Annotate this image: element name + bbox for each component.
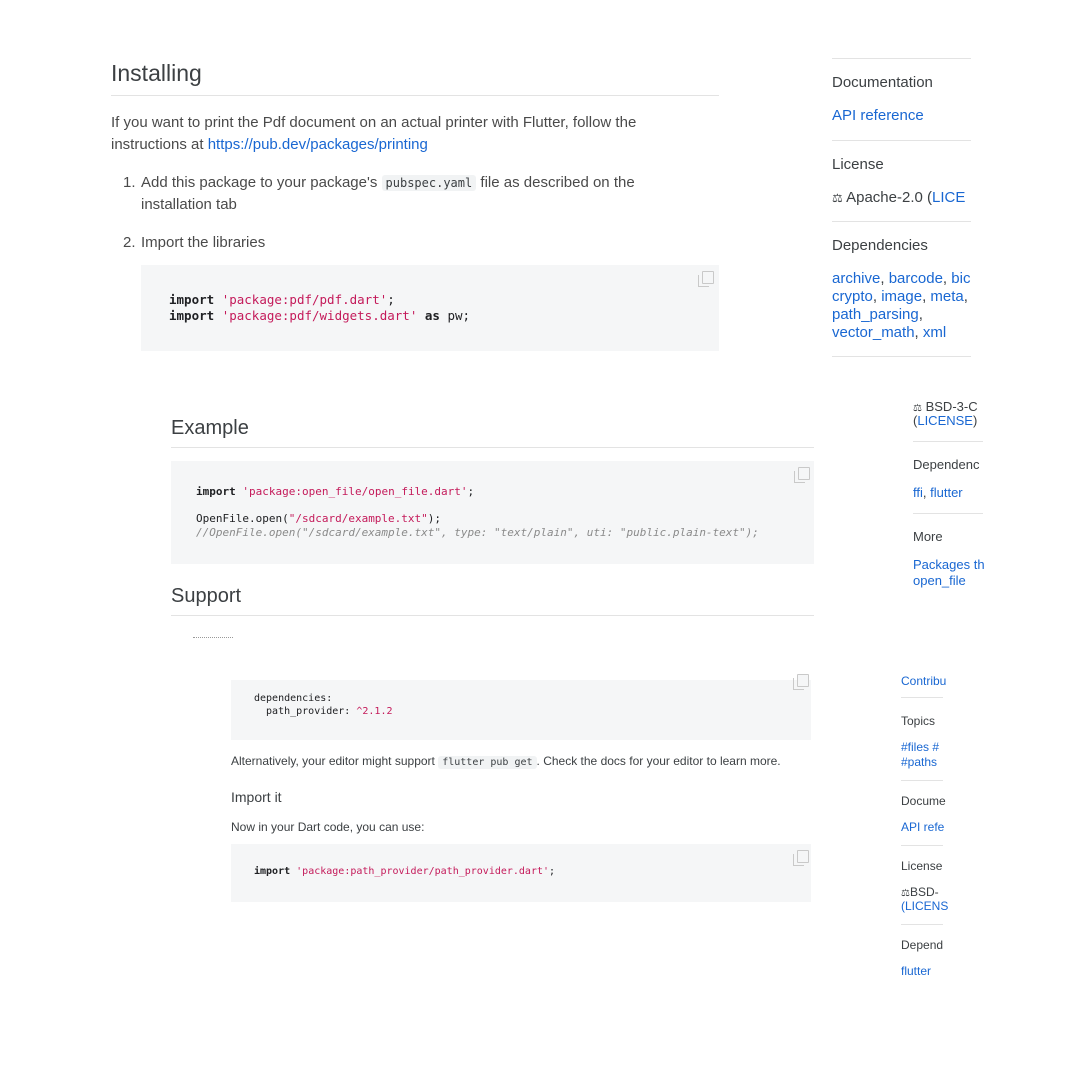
step-number-1: 1. [123, 174, 136, 191]
code-string: 'package:pdf/pdf.dart' [221, 292, 388, 307]
code-punct: ; [387, 292, 395, 307]
import-paragraph: Now in your Dart code, you can use: [231, 820, 425, 834]
intro-text: If you want to print the Pdf document on an actual printer with Flutter, follow the instructions at [111, 114, 637, 153]
dependency-line: vector_math, xml [832, 324, 947, 341]
path-provider-package-panel [0, 650, 1080, 980]
license-title: License [901, 859, 943, 873]
dependency-links: ffi, flutter [913, 485, 963, 500]
license-text: BSD-3-C [925, 399, 978, 414]
cut-off-text [193, 637, 233, 640]
license-text: Apache-2.0 ( [846, 189, 932, 206]
step1-suffix: file as described on the installation tab [141, 174, 635, 213]
copy-icon[interactable] [798, 467, 810, 480]
dependency-line: crypto, image, meta, [832, 288, 968, 305]
balance-scale-icon: ⚖ [913, 403, 922, 414]
dependency-line: archive, barcode, bic [832, 270, 971, 287]
heading-divider [111, 95, 719, 96]
dependency-links [832, 270, 970, 342]
code-keyword: import [169, 292, 215, 307]
contributing-link[interactable]: Contribu [901, 674, 947, 688]
installing-heading: Installing [111, 60, 202, 86]
alternative-paragraph [231, 754, 781, 768]
pubspec-inline-code: pubspec.yaml [382, 175, 477, 191]
step1-prefix: Add this package to your package's [141, 174, 378, 191]
sidebar-divider [913, 513, 983, 514]
sidebar [901, 672, 949, 978]
topic-links-line2[interactable]: #paths [901, 755, 938, 769]
balance-scale-icon: ⚖ [901, 888, 910, 899]
pubspec-code-block [231, 680, 811, 740]
pdf-package-panel [0, 0, 1080, 385]
documentation-title: Documentation [832, 74, 933, 91]
code-punct: ; [549, 866, 556, 877]
code-content [254, 693, 392, 718]
balance-scale-icon: ⚖ [832, 191, 843, 205]
similar-packages-link-line2[interactable]: open_file [913, 573, 966, 588]
open-file-package-panel [0, 385, 1080, 650]
code-punct: ); [427, 512, 442, 525]
example-code-block [171, 461, 814, 564]
dependency-line: path_parsing, [832, 306, 923, 323]
code-keyword: import [169, 308, 215, 323]
import-code-block [141, 265, 719, 351]
flutter-pub-get-inline-code: flutter pub get [438, 756, 536, 769]
sidebar-divider [901, 924, 943, 925]
dependency-link[interactable]: bic [951, 270, 971, 287]
dependencies-title: Dependenc [913, 457, 980, 472]
sidebar-divider [913, 441, 983, 442]
sidebar-divider [901, 845, 943, 846]
license-link[interactable]: LICE [932, 189, 966, 206]
code-keyword: import [254, 866, 291, 877]
code-comment: //OpenFile.open("/sdcard/example.txt", type: "text/plain", uti: "public.plain-text"); [196, 525, 759, 539]
step-2: Import the libraries [141, 234, 266, 251]
code-text: OpenFile.open( [196, 512, 289, 525]
code-string: "/sdcard/example.txt" [288, 512, 428, 525]
more-title: More [913, 529, 943, 544]
support-heading: Support [171, 585, 242, 607]
alt-text-prefix: Alternatively, your editor might support [231, 754, 435, 768]
code-content [169, 292, 470, 324]
sidebar-divider [901, 697, 943, 698]
sidebar [913, 395, 983, 595]
sidebar-divider [832, 356, 971, 357]
step-number-2: 2. [123, 234, 136, 251]
dependency-link[interactable]: xml [922, 324, 947, 341]
sidebar [832, 40, 971, 370]
code-string: 'package:pdf/widgets.dart' [221, 308, 418, 323]
dependency-link[interactable]: image [881, 288, 923, 305]
dependencies-title: Depend [901, 938, 944, 952]
dependency-link[interactable]: path_parsing [832, 306, 919, 323]
step-1 [141, 172, 701, 216]
code-content [196, 485, 759, 539]
code-punct: ; [467, 485, 475, 498]
printing-package-link[interactable]: https://pub.dev/packages/printing [207, 136, 428, 153]
code-text: dependencies: [254, 693, 333, 704]
topics-title: Topics [901, 714, 936, 728]
code-string: ^2.1.2 [356, 705, 393, 717]
license-row [832, 189, 965, 206]
similar-packages-link[interactable]: Packages th [913, 557, 985, 572]
dependency-link[interactable]: meta [930, 288, 964, 305]
dependency-link[interactable]: barcode [888, 270, 943, 287]
dependency-link[interactable]: flutter [901, 964, 932, 978]
sidebar-divider [832, 58, 971, 59]
api-reference-link[interactable]: API reference [832, 107, 924, 124]
topic-links[interactable]: #files # [901, 740, 940, 754]
heading-divider [171, 615, 814, 616]
code-text: path_provider: [254, 705, 357, 717]
dependency-link[interactable]: crypto [832, 288, 873, 305]
dependency-link[interactable]: ffi [913, 485, 923, 500]
dependency-link[interactable]: vector_math [832, 324, 915, 341]
import-code-block [231, 844, 811, 902]
sidebar-divider [901, 780, 943, 781]
import-heading: Import it [231, 789, 282, 805]
license-link[interactable]: LICENSE [917, 413, 973, 428]
license-link-row: (LICENSE) [913, 413, 978, 428]
license-title: License [832, 156, 884, 173]
sidebar-divider [832, 221, 971, 222]
code-keyword: as [424, 308, 440, 323]
alt-text-suffix: . Check the docs for your editor to learn more. [536, 754, 781, 768]
copy-icon[interactable] [797, 850, 809, 863]
dependencies-title: Dependencies [832, 237, 928, 254]
license-link[interactable]: (LICENS [901, 899, 949, 913]
example-heading: Example [171, 417, 249, 439]
license-row [901, 885, 939, 899]
copy-icon[interactable] [702, 271, 714, 284]
code-string: 'package:path_provider/path_provider.dart' [296, 866, 550, 877]
dependency-link[interactable]: flutter [930, 485, 963, 500]
documentation-title: Docume [901, 794, 946, 808]
heading-divider [171, 447, 814, 448]
license-row [913, 399, 978, 414]
dependency-link[interactable]: archive [832, 270, 881, 287]
code-keyword: import [196, 485, 236, 498]
intro-paragraph [111, 112, 711, 156]
license-text: BSD- [909, 885, 939, 899]
copy-icon[interactable] [797, 674, 809, 687]
code-string: 'package:open_file/open_file.dart' [242, 485, 468, 498]
code-text: pw; [447, 308, 471, 323]
api-reference-link[interactable]: API refe [901, 820, 945, 834]
code-content [254, 866, 555, 879]
sidebar-divider [832, 140, 971, 141]
